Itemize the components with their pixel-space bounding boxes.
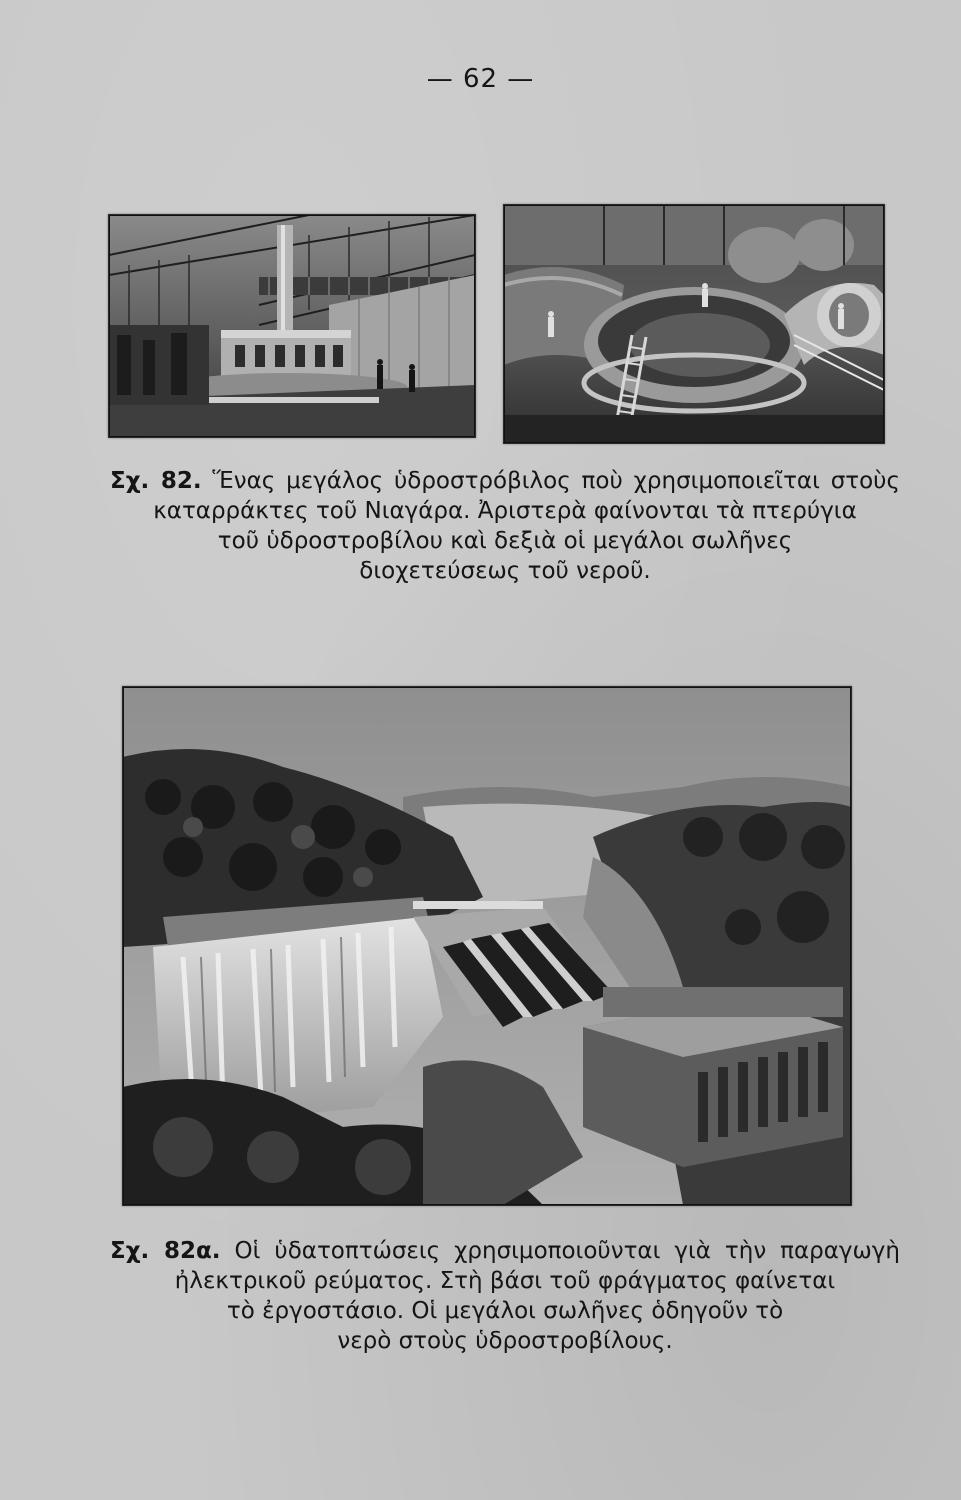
page-number: — 62 — [426,64,535,94]
caption-text: Οἱ ὑδατοπτώσεις χρησιμοποιοῦνται γιὰ τὴν παραγωγὴ [234,1238,900,1264]
figure-82a-caption [110,1236,900,1356]
caption-line: τοῦ ὑδροστροβίλου καὶ δεξιὰ οἱ μεγάλοι σωλῆνες [217,528,793,554]
figure-label: Σχ. 82. [110,468,202,494]
caption-line [110,466,900,496]
caption-line [110,1236,900,1266]
figure-82-caption [110,466,900,586]
caption-line: ἠλεκτρικοῦ ρεύματος. Στὴ βάσι τοῦ φράγματος φαίνεται [174,1268,836,1294]
caption-text: Ἕνας μεγάλος ὑδροστρόβιλος ποὺ χρησιμοποιεῖται στοὺς [212,468,900,494]
turbine-hall-photo [108,214,476,438]
caption-line: διοχετεύσεως τοῦ νεροῦ. [359,558,651,584]
figure-label: Σχ. 82α. [110,1238,221,1264]
caption-line: τὸ ἐργοστάσιο. Οἱ μεγάλοι σωλῆνες ὁδηγοῦν τὸ [226,1298,784,1324]
dam-photo [122,686,852,1206]
caption-line: νερὸ στοὺς ὑδροστροβίλους. [337,1328,673,1354]
caption-line: καταρράκτες τοῦ Νιαγάρα. Ἀριστερὰ φαίνονται τὰ πτερύγια [153,498,857,524]
penstocks-photo [503,204,885,444]
